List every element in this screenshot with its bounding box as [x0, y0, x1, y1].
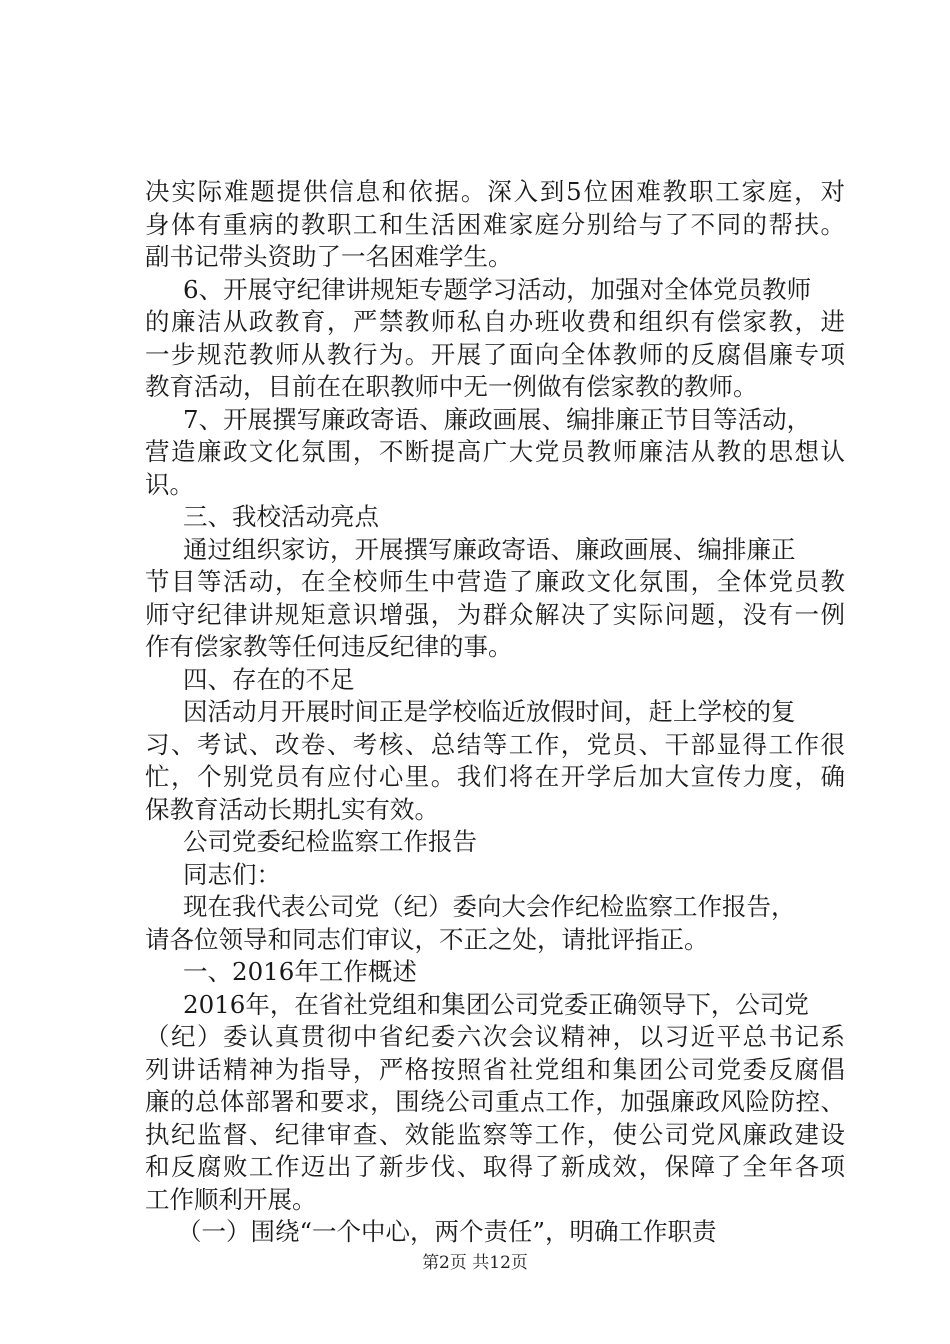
- text-line: 6、开展守纪律讲规矩专题学习活动，加强对全体党员教师: [183, 274, 812, 304]
- text-line: 营造廉政文化氛围，不断提高广大党员教师廉洁从教的思想认: [145, 437, 845, 466]
- text-line: 工作顺利开展。: [145, 1184, 317, 1214]
- text-line: 2016年，在省社党组和集团公司党委正确领导下，公司党: [183, 989, 809, 1019]
- text-line: （纪）委认真贯彻中省纪委六次会议精神，以习近平总书记系: [145, 1022, 845, 1051]
- text-line: 列讲话精神为指导，严格按照省社党组和集团公司党委反腐倡: [145, 1054, 845, 1084]
- text-line: 保教育活动长期扎实有效。: [145, 794, 439, 824]
- text-line: 节目等活动，在全校师生中营造了廉政文化氛围，全体党员教: [145, 567, 845, 596]
- text-line: 习、考试、改卷、考核、总结等工作，党员、干部显得工作很: [145, 729, 845, 759]
- section-heading: 一、2016年工作概述: [183, 957, 417, 986]
- text-line: 副书记带头资助了一名困难学生。: [145, 242, 513, 271]
- section-heading: 同志们：: [183, 859, 281, 889]
- section-heading: 公司党委纪检监察工作报告: [183, 827, 477, 856]
- text-line: 请各位领导和同志们审议，不正之处，请批评指正。: [145, 924, 709, 954]
- text-line: 识。: [145, 469, 194, 499]
- section-heading: （一）围绕“一个中心，两个责任”，明确工作职责: [177, 1217, 717, 1246]
- text-line: 7、开展撰写廉政寄语、廉政画展、编排廉正节目等活动，: [183, 404, 812, 434]
- section-heading: 三、我校活动亮点: [183, 502, 379, 531]
- text-line: 作有偿家教等任何违反纪律的事。: [145, 632, 513, 661]
- text-line: 忙，个别党员有应付心里。我们将在开学后加大宣传力度，确: [145, 762, 845, 791]
- text-line: 的廉洁从政教育，严禁教师私自办班收费和组织有偿家教，进: [145, 307, 845, 336]
- text-line: 决实际难题提供信息和依据。深入到5位困难教职工家庭，对: [145, 177, 845, 206]
- text-line: 廉的总体部署和要求，围绕公司重点工作，加强廉政风险防控、: [145, 1087, 845, 1116]
- text-line: 和反腐败工作迈出了新步伐、取得了新成效，保障了全年各项: [145, 1152, 845, 1181]
- document-body: [145, 176, 845, 1249]
- text-line: 师守纪律讲规矩意识增强，为群众解决了实际问题，没有一例: [145, 599, 845, 629]
- page-footer: 第2页 共12页: [422, 1253, 528, 1273]
- text-line: 通过组织家访，开展撰写廉政寄语、廉政画展、编排廉正: [183, 534, 796, 564]
- text-line: 因活动月开展时间正是学校临近放假时间，赶上学校的复: [183, 697, 796, 726]
- text-line: 现在我代表公司党（纪）委向大会作纪检监察工作报告，: [183, 892, 796, 921]
- section-heading: 四、存在的不足: [183, 664, 355, 694]
- text-line: 身体有重病的教职工和生活困难家庭分别给与了不同的帮扶。: [145, 209, 845, 239]
- text-line: 一步规范教师从教行为。开展了面向全体教师的反腐倡廉专项: [145, 339, 845, 369]
- text-line: 教育活动，目前在在职教师中无一例做有偿家教的教师。: [145, 372, 758, 401]
- text-line: 执纪监督、纪律审查、效能监察等工作，使公司党风廉政建设: [145, 1119, 845, 1149]
